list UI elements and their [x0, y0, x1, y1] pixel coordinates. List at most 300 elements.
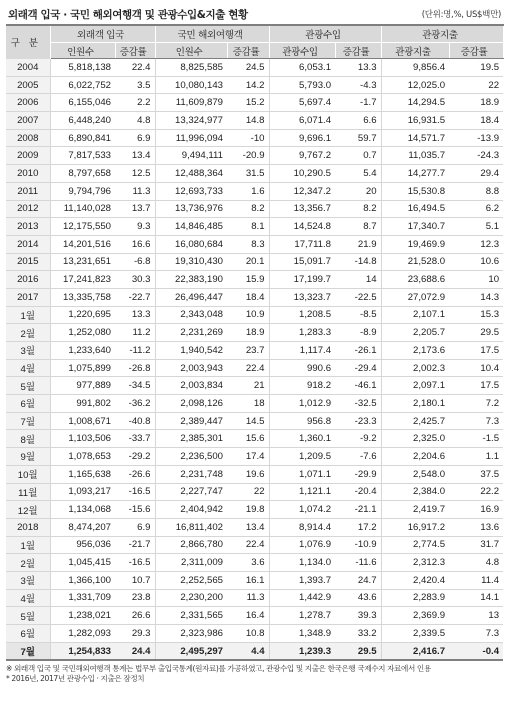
table-cell: 22.2 — [449, 483, 503, 501]
table-cell: 13,231,651 — [50, 253, 115, 271]
table-cell: 18.9 — [227, 324, 269, 342]
table-cell: 13.6 — [449, 518, 503, 536]
table-cell: 18.4 — [227, 288, 269, 306]
header-sub: 인원수 — [50, 43, 115, 59]
table-cell: 9,494,111 — [155, 147, 227, 165]
table-cell: 1,008,671 — [50, 412, 115, 430]
table-cell: 2,389,447 — [155, 412, 227, 430]
table-cell: 2,425.7 — [381, 412, 449, 430]
table-cell: 22.4 — [115, 59, 155, 77]
row-label: 2013 — [6, 218, 50, 236]
table-cell: -10.9 — [335, 536, 381, 554]
row-label: 2009 — [6, 147, 50, 165]
table-cell: 29.5 — [449, 324, 503, 342]
table-cell: 2,002.3 — [381, 359, 449, 377]
table-cell: -8.9 — [335, 324, 381, 342]
table-cell: 6,071.4 — [269, 112, 335, 130]
table-cell: 22.4 — [227, 536, 269, 554]
row-label: 2018 — [6, 518, 50, 536]
row-label: 2010 — [6, 165, 50, 183]
table-cell: 7,817,533 — [50, 147, 115, 165]
table-cell: 24.4 — [115, 642, 155, 660]
table-row — [6, 483, 503, 501]
row-label: 2008 — [6, 129, 50, 147]
table-cell: 17.4 — [227, 448, 269, 466]
table-row — [6, 218, 503, 236]
table-cell: -26.8 — [115, 359, 155, 377]
table-cell: 2,097.1 — [381, 377, 449, 395]
table-cell: 2,230,200 — [155, 589, 227, 607]
table-cell: 2,003,834 — [155, 377, 227, 395]
table-cell: 2,311,009 — [155, 554, 227, 572]
row-label: 2월 — [6, 324, 50, 342]
row-label: 2월 — [6, 554, 50, 572]
table-cell: 21 — [227, 377, 269, 395]
table-row — [6, 448, 503, 466]
table-cell: 0.7 — [335, 147, 381, 165]
table-cell: 1,252,080 — [50, 324, 115, 342]
table-cell: 1,393.7 — [269, 571, 335, 589]
table-cell: 20 — [335, 182, 381, 200]
table-cell: 23,688.6 — [381, 271, 449, 289]
row-label: 2005 — [6, 76, 50, 94]
table-cell: 1,075,899 — [50, 359, 115, 377]
table-cell: 9,767.2 — [269, 147, 335, 165]
table-cell: 11,996,094 — [155, 129, 227, 147]
row-label: 5월 — [6, 607, 50, 625]
table-cell: 13.3 — [115, 306, 155, 324]
table-cell: 39.3 — [335, 607, 381, 625]
table-cell: 6,890,841 — [50, 129, 115, 147]
table-row — [6, 607, 503, 625]
table-cell: 1,442.9 — [269, 589, 335, 607]
table-cell: 1.1 — [449, 448, 503, 466]
table-cell: 10,080,143 — [155, 76, 227, 94]
table-cell: 1,348.9 — [269, 625, 335, 643]
table-cell: -22.7 — [115, 288, 155, 306]
table-cell: 29.3 — [115, 625, 155, 643]
table-cell: 22 — [227, 483, 269, 501]
table-cell: 18.4 — [449, 112, 503, 130]
row-label: 2012 — [6, 200, 50, 218]
table-row — [6, 200, 503, 218]
row-label: 6월 — [6, 395, 50, 413]
table-cell: 4.8 — [449, 554, 503, 572]
table-cell: 15,530.8 — [381, 182, 449, 200]
table-cell: 2,384.0 — [381, 483, 449, 501]
table-cell: 6.6 — [335, 112, 381, 130]
table-cell: 12,025.0 — [381, 76, 449, 94]
table-cell: -40.8 — [115, 412, 155, 430]
table-cell: 6,448,240 — [50, 112, 115, 130]
table-cell: 11.3 — [115, 182, 155, 200]
table-cell: 17,241,823 — [50, 271, 115, 289]
table-cell: -33.7 — [115, 430, 155, 448]
table-cell: -20.9 — [227, 147, 269, 165]
table-body — [6, 59, 503, 661]
unit-label: (단위:명,%, US$백만) — [421, 10, 501, 20]
table-cell: 1,103,506 — [50, 430, 115, 448]
table-cell: 26,496,447 — [155, 288, 227, 306]
table-cell: 1,078,653 — [50, 448, 115, 466]
table-row — [6, 112, 503, 130]
table-cell: 2,236,500 — [155, 448, 227, 466]
table-cell: 19.6 — [227, 465, 269, 483]
table-cell: 5.4 — [335, 165, 381, 183]
table-cell: 2,774.5 — [381, 536, 449, 554]
table-cell: 11,609,879 — [155, 94, 227, 112]
table-cell: 1,045,415 — [50, 554, 115, 572]
table-cell: 5,818,138 — [50, 59, 115, 77]
table-cell: 2,385,301 — [155, 430, 227, 448]
row-label: 10월 — [6, 465, 50, 483]
table-cell: 1,282,093 — [50, 625, 115, 643]
table-cell: -14.8 — [335, 253, 381, 271]
table-cell: 16.1 — [227, 571, 269, 589]
table-cell: 2,866,780 — [155, 536, 227, 554]
table-cell: 12,175,550 — [50, 218, 115, 236]
table-cell: 2,419.7 — [381, 501, 449, 519]
row-label: 1월 — [6, 536, 50, 554]
table-cell: 19.5 — [449, 59, 503, 77]
table-row — [6, 235, 503, 253]
table-cell: -13.9 — [449, 129, 503, 147]
table-cell: 59.7 — [335, 129, 381, 147]
table-cell: 15.9 — [227, 271, 269, 289]
table-cell: 14,571.7 — [381, 129, 449, 147]
row-label: 6월 — [6, 625, 50, 643]
row-label: 7월 — [6, 642, 50, 660]
table-cell: -1.5 — [449, 430, 503, 448]
table-row — [6, 589, 503, 607]
row-label: 2017 — [6, 288, 50, 306]
table-row — [6, 129, 503, 147]
table-cell: 33.2 — [335, 625, 381, 643]
table-cell: 1,940,542 — [155, 342, 227, 360]
table-row — [6, 342, 503, 360]
table-cell: 24.5 — [227, 59, 269, 77]
table-cell: 29.4 — [449, 165, 503, 183]
row-label: 2007 — [6, 112, 50, 130]
table-cell: 17.2 — [335, 518, 381, 536]
table-cell: 13,356.7 — [269, 200, 335, 218]
table-cell: 11,140,028 — [50, 200, 115, 218]
table-cell: -11.2 — [115, 342, 155, 360]
table-row — [6, 395, 503, 413]
table-row — [6, 625, 503, 643]
table-cell: 8,474,207 — [50, 518, 115, 536]
table-cell: -22.5 — [335, 288, 381, 306]
table-cell: -16.5 — [115, 554, 155, 572]
table-cell: -21.1 — [335, 501, 381, 519]
table-cell: 2,495,297 — [155, 642, 227, 660]
table-cell: 20.1 — [227, 253, 269, 271]
table-cell: 30.3 — [115, 271, 155, 289]
table-cell: 11.4 — [449, 571, 503, 589]
header-group-expenditure: 관광지출 — [381, 25, 503, 43]
table-cell: 10.7 — [115, 571, 155, 589]
table-cell: 18.9 — [449, 94, 503, 112]
table-cell: 3.5 — [115, 76, 155, 94]
table-cell: 19,310,430 — [155, 253, 227, 271]
table-cell: 7.3 — [449, 625, 503, 643]
table-row — [6, 59, 503, 77]
row-label: 3월 — [6, 342, 50, 360]
table-cell: 21,528.0 — [381, 253, 449, 271]
table-cell: 6.9 — [115, 518, 155, 536]
table-cell: 1,366,100 — [50, 571, 115, 589]
table-cell: 13,324,977 — [155, 112, 227, 130]
table-cell: 5,697.4 — [269, 94, 335, 112]
table-row — [6, 430, 503, 448]
table-cell: 1,360.1 — [269, 430, 335, 448]
table-cell: -32.5 — [335, 395, 381, 413]
table-cell: 22,383,190 — [155, 271, 227, 289]
row-label: 7월 — [6, 412, 50, 430]
table-cell: 19,469.9 — [381, 235, 449, 253]
row-label: 2015 — [6, 253, 50, 271]
table-cell: 17.5 — [449, 377, 503, 395]
table-cell: 7.3 — [449, 412, 503, 430]
table-cell: 8.3 — [227, 235, 269, 253]
table-cell: 6.2 — [449, 200, 503, 218]
row-label: 5월 — [6, 377, 50, 395]
table-cell: -36.2 — [115, 395, 155, 413]
row-label: 8월 — [6, 430, 50, 448]
table-row — [6, 571, 503, 589]
table-cell: 1,209.5 — [269, 448, 335, 466]
table-cell: 10.6 — [449, 253, 503, 271]
table-cell: 14,294.5 — [381, 94, 449, 112]
table-cell: 2,339.5 — [381, 625, 449, 643]
table-cell: -4.3 — [335, 76, 381, 94]
table-cell: 990.6 — [269, 359, 335, 377]
table-cell: 2,312.3 — [381, 554, 449, 572]
header-sub: 증감률 — [449, 43, 503, 59]
table-cell: 14,524.8 — [269, 218, 335, 236]
table-cell: 2,098,126 — [155, 395, 227, 413]
table-cell: 2,231,269 — [155, 324, 227, 342]
table-cell: 18 — [227, 395, 269, 413]
table-cell: 9.3 — [115, 218, 155, 236]
table-row — [6, 147, 503, 165]
table-cell: 2,548.0 — [381, 465, 449, 483]
table-cell: 13,736,976 — [155, 200, 227, 218]
table-cell: 14,277.7 — [381, 165, 449, 183]
row-label: 2011 — [6, 182, 50, 200]
header-sub: 관광수입 — [269, 43, 335, 59]
table-cell: 4.4 — [227, 642, 269, 660]
table-row — [6, 518, 503, 536]
table-cell: 24.7 — [335, 571, 381, 589]
header-sub: 증감률 — [115, 43, 155, 59]
table-cell: 2,252,565 — [155, 571, 227, 589]
table-cell: 14.5 — [227, 412, 269, 430]
table-cell: 2,283.9 — [381, 589, 449, 607]
table-cell: 26.6 — [115, 607, 155, 625]
table-row — [6, 182, 503, 200]
table-cell: 3.6 — [227, 554, 269, 572]
header-sub: 증감률 — [335, 43, 381, 59]
table-cell: 9,794,796 — [50, 182, 115, 200]
table-cell: -8.5 — [335, 306, 381, 324]
table-cell: 16.9 — [449, 501, 503, 519]
table-cell: 14,846,485 — [155, 218, 227, 236]
table-cell: 8.2 — [335, 200, 381, 218]
table-cell: 8,914.4 — [269, 518, 335, 536]
table-cell: 1,121.1 — [269, 483, 335, 501]
table-cell: 8,825,585 — [155, 59, 227, 77]
table-cell: -21.7 — [115, 536, 155, 554]
table-cell: 8.7 — [335, 218, 381, 236]
table-cell: 1,071.1 — [269, 465, 335, 483]
table-cell: 17,199.7 — [269, 271, 335, 289]
table-cell: -7.6 — [335, 448, 381, 466]
table-cell: 13,335,758 — [50, 288, 115, 306]
statistics-table — [6, 24, 504, 661]
table-cell: 2,343,048 — [155, 306, 227, 324]
table-cell: 27,072.9 — [381, 288, 449, 306]
table-cell: 918.2 — [269, 377, 335, 395]
table-cell: 1,117.4 — [269, 342, 335, 360]
table-cell: 1.6 — [227, 182, 269, 200]
row-label: 3월 — [6, 571, 50, 589]
table-cell: -11.6 — [335, 554, 381, 572]
table-cell: 1,233,640 — [50, 342, 115, 360]
table-cell: 8,797,658 — [50, 165, 115, 183]
table-cell: -20.4 — [335, 483, 381, 501]
table-cell: 2,325.0 — [381, 430, 449, 448]
table-cell: -29.4 — [335, 359, 381, 377]
table-header — [6, 25, 503, 59]
table-cell: -29.2 — [115, 448, 155, 466]
table-cell: 15.2 — [227, 94, 269, 112]
row-label: 11월 — [6, 483, 50, 501]
table-cell: 22 — [449, 76, 503, 94]
table-cell: 1,134.0 — [269, 554, 335, 572]
table-cell: 11.2 — [115, 324, 155, 342]
table-row — [6, 253, 503, 271]
table-row — [6, 165, 503, 183]
table-cell: 17,711.8 — [269, 235, 335, 253]
table-cell: -16.5 — [115, 483, 155, 501]
table-cell: 6.9 — [115, 129, 155, 147]
table-cell: 21.9 — [335, 235, 381, 253]
table-cell: 2,323,986 — [155, 625, 227, 643]
table-cell: 17,340.7 — [381, 218, 449, 236]
table-cell: 13,323.7 — [269, 288, 335, 306]
row-label: 9월 — [6, 448, 50, 466]
table-row — [6, 324, 503, 342]
row-label: 2006 — [6, 94, 50, 112]
table-cell: 2,420.4 — [381, 571, 449, 589]
table-cell: 15.6 — [227, 430, 269, 448]
table-cell: -1.7 — [335, 94, 381, 112]
table-cell: 1,208.5 — [269, 306, 335, 324]
table-cell: 1,278.7 — [269, 607, 335, 625]
row-label: 4월 — [6, 589, 50, 607]
table-cell: 2,404,942 — [155, 501, 227, 519]
table-cell: -15.6 — [115, 501, 155, 519]
table-cell: 13.3 — [335, 59, 381, 77]
table-cell: 10.8 — [227, 625, 269, 643]
table-cell: -10 — [227, 129, 269, 147]
table-cell: 1,074.2 — [269, 501, 335, 519]
table-cell: 2,204.6 — [381, 448, 449, 466]
table-cell: 2.2 — [115, 94, 155, 112]
table-cell: 956.8 — [269, 412, 335, 430]
table-cell: 16,811,402 — [155, 518, 227, 536]
table-cell: -46.1 — [335, 377, 381, 395]
table-cell: 1,093,217 — [50, 483, 115, 501]
table-cell: 7.2 — [449, 395, 503, 413]
table-cell: -29.9 — [335, 465, 381, 483]
table-cell: -6.8 — [115, 253, 155, 271]
table-cell: 2,369.9 — [381, 607, 449, 625]
table-cell: 2,107.1 — [381, 306, 449, 324]
table-cell: 10,290.5 — [269, 165, 335, 183]
table-cell: 13.4 — [227, 518, 269, 536]
table-cell: -23.3 — [335, 412, 381, 430]
table-cell: 37.5 — [449, 465, 503, 483]
title-bar — [6, 6, 503, 24]
table-cell: 5,793.0 — [269, 76, 335, 94]
table-cell: 14.2 — [227, 76, 269, 94]
table-cell: 8.1 — [227, 218, 269, 236]
table-cell: 14.3 — [449, 288, 503, 306]
table-cell: 2,231,748 — [155, 465, 227, 483]
table-row — [6, 501, 503, 519]
row-label: 2004 — [6, 59, 50, 77]
footnote-provisional: * 2016년, 2017년 관광수입 · 지출은 잠정치 — [6, 674, 145, 684]
table-cell: 12.3 — [449, 235, 503, 253]
table-cell: 2,180.1 — [381, 395, 449, 413]
table-cell: 956,036 — [50, 536, 115, 554]
table-cell: 43.6 — [335, 589, 381, 607]
table-cell: 5.1 — [449, 218, 503, 236]
table-cell: -26.6 — [115, 465, 155, 483]
table-row — [6, 377, 503, 395]
table-cell: 2,416.7 — [381, 642, 449, 660]
table-cell: 1,331,709 — [50, 589, 115, 607]
table-cell: 11.3 — [227, 589, 269, 607]
tourism-statistics-page — [6, 6, 503, 684]
table-cell: 9,696.1 — [269, 129, 335, 147]
table-cell: 6,053.1 — [269, 59, 335, 77]
table-cell: -9.2 — [335, 430, 381, 448]
table-cell: 16.4 — [227, 607, 269, 625]
table-row — [6, 306, 503, 324]
table-cell: 31.5 — [227, 165, 269, 183]
table-cell: 1,012.9 — [269, 395, 335, 413]
table-cell: 14.8 — [227, 112, 269, 130]
table-cell: 6,022,752 — [50, 76, 115, 94]
table-cell: 8.2 — [227, 200, 269, 218]
table-cell: 16,917.2 — [381, 518, 449, 536]
table-cell: 14,201,516 — [50, 235, 115, 253]
table-cell: 2,331,565 — [155, 607, 227, 625]
table-cell: -26.1 — [335, 342, 381, 360]
table-cell: 9,856.4 — [381, 59, 449, 77]
table-row — [6, 288, 503, 306]
table-cell: -0.4 — [449, 642, 503, 660]
table-row — [6, 359, 503, 377]
table-cell: 977,889 — [50, 377, 115, 395]
footnotes — [6, 664, 503, 684]
table-cell: 13 — [449, 607, 503, 625]
table-cell: 13.4 — [115, 147, 155, 165]
header-group-outbound: 국민 해외여행객 — [155, 25, 269, 43]
